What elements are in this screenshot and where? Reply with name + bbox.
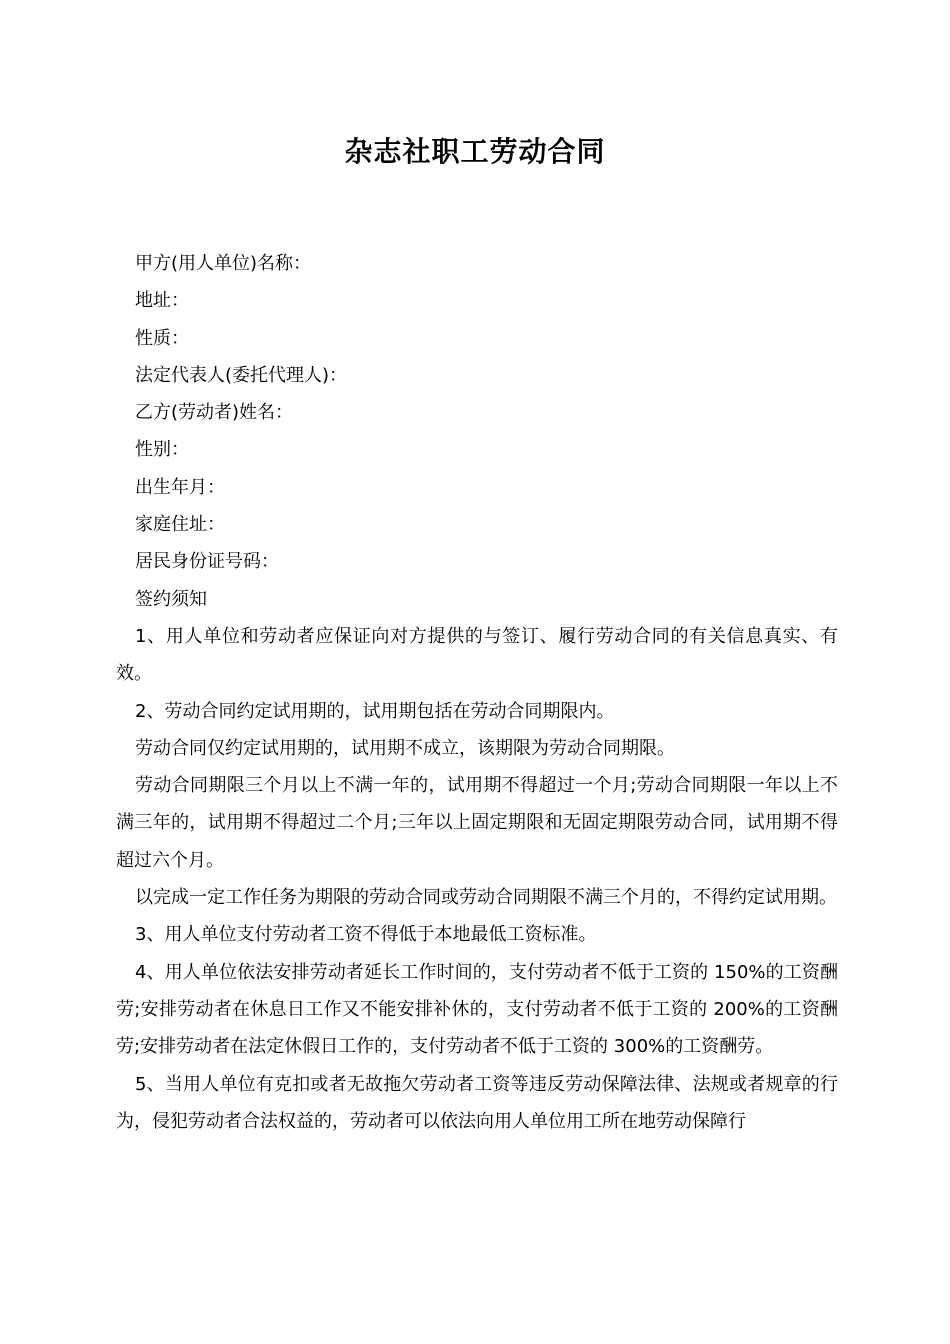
field-nature: 性质：	[135, 327, 189, 349]
section-heading-notice: 签约须知	[135, 588, 207, 610]
paragraph-1: 1、用人单位和劳动者应保证向对方提供的与签订、履行劳动合同的有关信息真实、有效。	[116, 625, 838, 685]
document-title: 杂志社职工劳动合同	[344, 135, 606, 168]
paragraph-8: 5、当用人单位有克扣或者无故拖欠劳动者工资等违反劳动保障法律、法规或者规章的行为，侵犯劳动者合法权益的，劳动者可以依法向用人单位用工所在地劳动保障行	[116, 1073, 838, 1132]
paragraph-7: 4、用人单位依法安排劳动者延长工作时间的，支付劳动者不低于工资的 150%的工资酬劳;安排劳动者在休息日工作又不能安排补休的，支付劳动者不低于工资的 200%的工资酬劳;安排劳动者在法定休假日工作的，支付劳动者不低于工资的 300%的工资酬劳。	[116, 961, 838, 1058]
paragraph-6: 3、用人单位支付劳动者工资不得低于本地最低工资标准。	[135, 924, 597, 946]
field-address: 地址：	[135, 290, 189, 312]
field-party-b-name: 乙方(劳动者)姓名：	[135, 402, 294, 424]
paragraph-4: 劳动合同期限三个月以上不满一年的，试用期不得超过一个月;劳动合同期限一年以上不满三年的，试用期不得超过二个月;三年以上固定期限和无固定期限劳动合同，试用期不得超过六个月。	[116, 775, 838, 871]
document-body	[116, 245, 838, 1140]
field-home-address: 家庭住址：	[135, 514, 225, 536]
field-birth-date: 出生年月：	[135, 476, 225, 498]
paragraph-2: 2、劳动合同约定试用期的，试用期包括在劳动合同期限内。	[135, 700, 615, 722]
field-id-number: 居民身份证号码：	[135, 551, 279, 573]
paragraph-5: 以完成一定工作任务为期限的劳动合同或劳动合同期限不满三个月的，不得约定试用期。	[135, 887, 837, 909]
field-party-a-name: 甲方(用人单位)名称：	[135, 253, 312, 274]
paragraph-3: 劳动合同仅约定试用期的，试用期不成立，该期限为劳动合同期限。	[135, 737, 675, 759]
field-legal-representative: 法定代表人(委托代理人)：	[135, 364, 348, 386]
field-gender: 性别：	[135, 439, 189, 461]
